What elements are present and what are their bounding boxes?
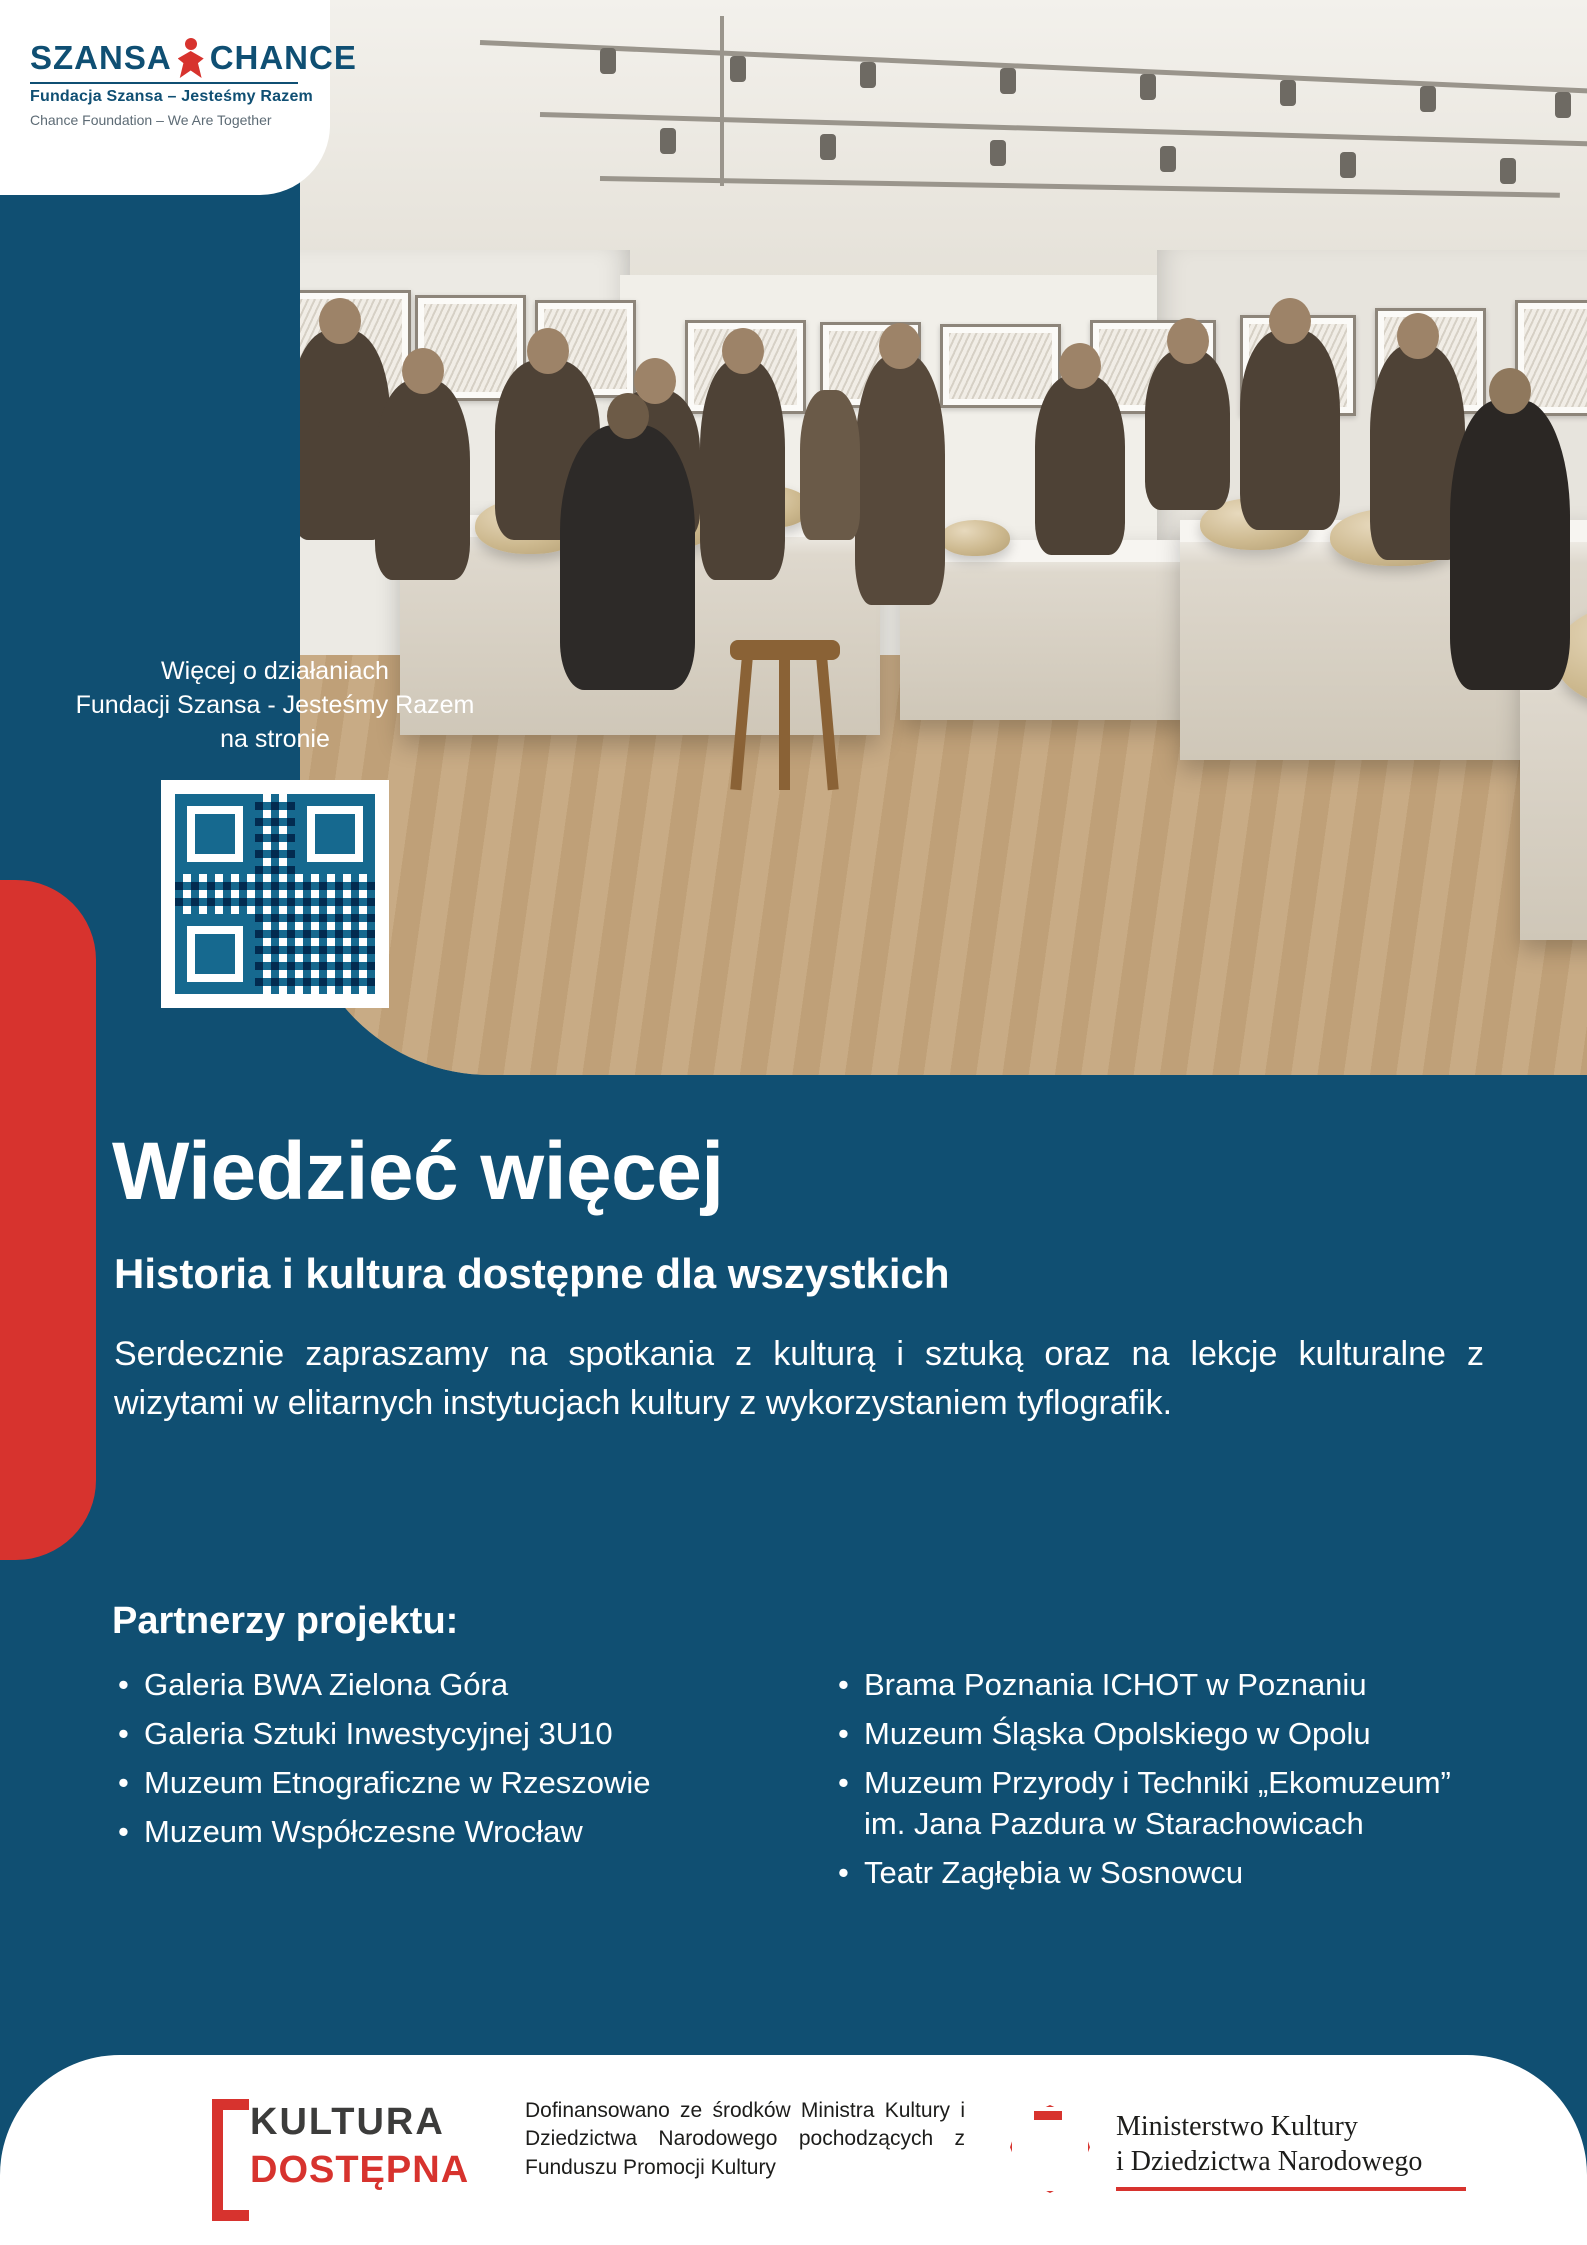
kultura-dostepna-line-1: KULTURA — [250, 2101, 445, 2143]
foundation-logo — [0, 0, 357, 195]
partners-heading: Partnerzy projektu: — [112, 1600, 459, 1642]
list-item: • Muzeum Współczesne Wrocław — [112, 1812, 772, 1853]
list-item: • Muzeum Śląska Opolskiego w Opolu — [832, 1714, 1492, 1755]
qr-code-icon[interactable] — [161, 780, 389, 1008]
bracket-icon — [212, 2099, 249, 2221]
logo-divider — [30, 82, 298, 84]
ministry-logo — [1000, 2095, 1470, 2203]
qr-text-line-3: na stronie — [220, 724, 330, 753]
footer — [0, 2055, 1587, 2245]
logo-subtitle-en: Chance Foundation – We Are Together — [30, 112, 272, 128]
list-item: • Teatr Zagłębia w Sosnowcu — [832, 1853, 1492, 1894]
ministry-line-1: Ministerstwo Kultury — [1116, 2111, 1358, 2142]
list-item: • Muzeum Przyrody i Techniki „Ekomuzeum” im. Jana Pazdura w Starachowicach — [832, 1763, 1492, 1845]
kultura-dostepna-line-2: DOSTĘPNA — [250, 2149, 470, 2191]
person-star-icon — [178, 38, 204, 78]
list-item: • Muzeum Etnograficzne w Rzeszowie — [112, 1763, 772, 1804]
qr-text-line-1: Więcej o działaniach — [161, 657, 389, 685]
polish-eagle-icon — [1000, 2097, 1096, 2197]
funding-statement: Dofinansowano ze środków Ministra Kultury i Dziedzictwa Narodowego pochodzących z Funduszu Promocji Kultury — [525, 2099, 965, 2179]
ministry-line-2: i Dziedzictwa Narodowego — [1116, 2146, 1423, 2177]
logo-subtitle-pl: Fundacja Szansa – Jesteśmy Razem — [30, 88, 313, 105]
logo-word-szansa: SZANSA — [30, 39, 172, 76]
kultura-dostepna-logo — [212, 2099, 470, 2199]
page-subtitle: Historia i kultura dostępne dla wszystkich — [114, 1250, 950, 1297]
partners-column-left — [112, 1665, 772, 1902]
partners-column-right — [832, 1665, 1492, 1902]
page-title: Wiedzieć więcej — [112, 1126, 724, 1217]
logo-word-chance: CHANCE — [209, 39, 357, 76]
ministry-rule — [1116, 2187, 1466, 2191]
qr-section — [30, 655, 520, 1008]
list-item: • Galeria Sztuki Inwestycyjnej 3U10 — [112, 1714, 772, 1755]
lead-paragraph: Serdecznie zapraszamy na spotkania z kulturą i sztuką oraz na lekcje kulturalne z wizytami w elitarnych instytucjach kultury z wykorzystaniem tyflografik. — [114, 1335, 1484, 1423]
partners-lists — [112, 1665, 1492, 1902]
list-item: • Brama Poznania ICHOT w Poznaniu — [832, 1665, 1492, 1706]
list-item: • Galeria BWA Zielona Góra — [112, 1665, 772, 1706]
stool — [730, 640, 840, 790]
qr-text-line-2: Fundacji Szansa - Jesteśmy Razem — [75, 690, 475, 719]
